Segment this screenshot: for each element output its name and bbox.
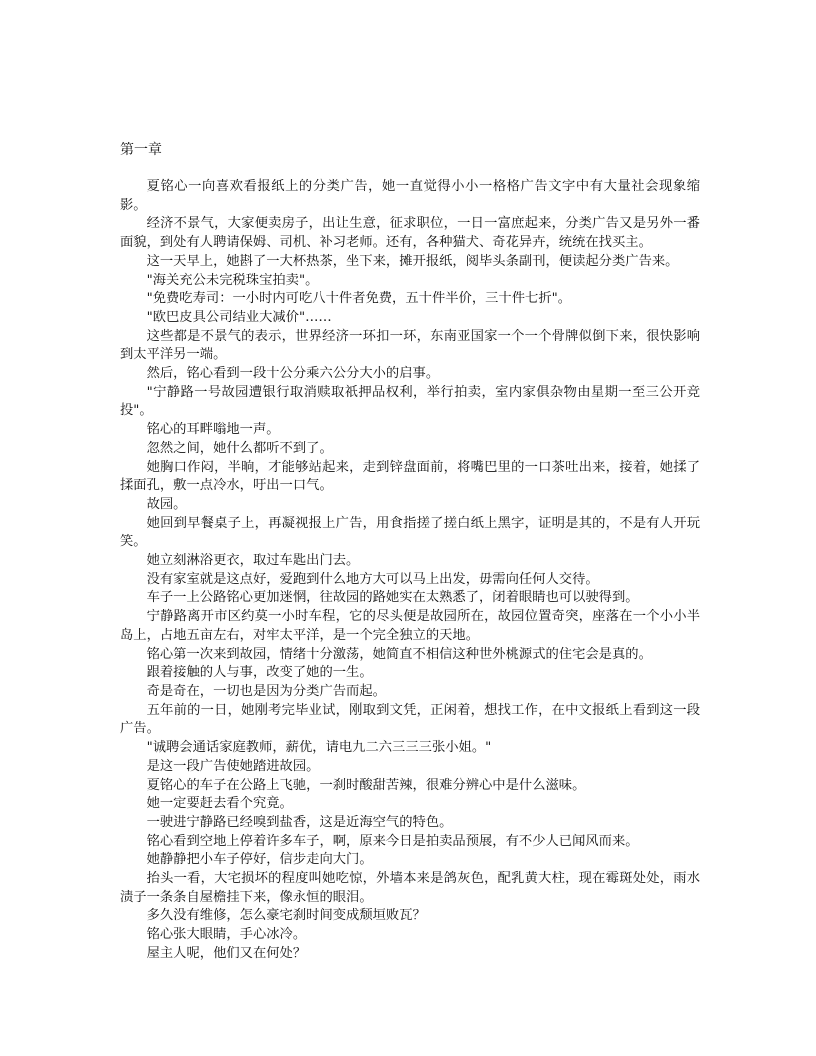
- paragraph: 经济不景气，大家便卖房子，出让生意，征求职位，一日一富庶起来，分类广告又是另外一番面貌，到处有人聘请保姆、司机、补习老师。还有，各种猫犬、奇花异卉，统统在找买主。: [120, 216, 700, 251]
- paragraph: 铭心第一次来到故园，情绪十分激荡，她简直不相信这种世外桃源式的住宅会是真的。: [146, 646, 652, 662]
- paragraph: 奇是奇在，一切也是因为分类广告而起。: [146, 683, 386, 699]
- paragraph: "宁静路一号故园遭银行取消赎取祇押品权利，举行拍卖，室内家俱杂物由星期一至三公开竞投"。: [120, 384, 700, 419]
- paragraph: 夏铭心的车子在公路上飞驰，一刹时酸甜苦辣，很难分辨心中是什么滋味。: [146, 777, 586, 793]
- paragraph: 她静静把小车子停好，信步走向大门。: [146, 852, 373, 868]
- paragraph: 跟着接触的人与事，改变了她的一生。: [146, 665, 373, 681]
- chapter-title: 第一章: [120, 142, 162, 158]
- paragraph: 她立刻淋浴更衣，取过车匙出门去。: [146, 553, 360, 569]
- paragraph: 铭心张大眼睛，手心冰冷。: [146, 927, 307, 943]
- paragraph: 她胸口作闷，半晌，才能够站起来，走到锌盘面前，将嘴巴里的一口茶吐出来，接着，她揉了揉面孔，敷一点冷水，吁出一口气。: [120, 459, 700, 494]
- document-page: [120, 140, 700, 964]
- paragraph: 宁静路离开市区约莫一小时车程，它的尽头便是故园所在，故园位置奇突，座落在一个小小半岛上，占地五亩左右，对牢太平洋，是一个完全独立的天地。: [120, 609, 700, 643]
- paragraph: 夏铭心一向喜欢看报纸上的分类广告，她一直觉得小小一格格广告文字中有大量社会现象缩影。: [120, 179, 700, 213]
- paragraph: 这些都是不景气的表示，世界经济一环扣一环，东南亚国家一个一个骨牌似倒下来，很快影响到太平洋另一端。: [120, 328, 700, 363]
- paragraph: 一驶进宁静路已经嗅到盐香，这是近海空气的特色。: [146, 814, 453, 830]
- paragraph: 车子一上公路铭心更加迷惘，往故园的路她实在太熟悉了，闭着眼睛也可以驶得到。: [146, 590, 639, 606]
- paragraph: 然后，铭心看到一段十公分乘六公分大小的启事。: [146, 366, 440, 382]
- paragraph: 没有家室就是这点好，爱跑到什么地方大可以马上出发，毋需向任何人交待。: [146, 571, 599, 587]
- paragraph: 五年前的一日，她刚考完毕业试，刚取到文凭，正闲着，想找工作，在中文报纸上看到这一段广告。: [120, 702, 700, 737]
- paragraph: "免费吃寿司：一小时内可吃八十件者免费，五十件半价，三十件七折"。: [146, 291, 572, 307]
- paragraph: "诚聘会通话家庭教师，薪优，请电九二六三三三张小姐。": [146, 740, 492, 756]
- paragraph: 多久没有维修，怎么豪宅刹时间变成颓垣败瓦？: [146, 908, 426, 924]
- chapter-body: [120, 178, 700, 964]
- paragraph: "欧巴皮具公司结业大减价"……: [146, 309, 332, 325]
- paragraph: 忽然之间，她什么都听不到了。: [146, 440, 333, 456]
- paragraph: 她一定要赶去看个究竟。: [146, 796, 293, 812]
- paragraph: 这一天早上，她斟了一大杯热茶，坐下来，摊开报纸，阅毕头条副刊，便读起分类广告来。: [146, 253, 679, 269]
- paragraph: 故园。: [146, 496, 187, 512]
- paragraph: 她回到早餐桌子上，再凝视报上广告，用食指搓了搓白纸上黑字，证明是其的，不是有人开玩笑。: [120, 515, 700, 550]
- paragraph: 铭心的耳畔嗡地一声。: [146, 422, 280, 438]
- paragraph: 是这一段广告使她踏进故园。: [146, 758, 320, 774]
- paragraph: 铭心看到空地上停着许多车子，啊，原来今日是拍卖品预展，有不少人已闻风而来。: [146, 833, 639, 849]
- paragraph: "海关充公未完税珠宝拍卖"。: [146, 272, 319, 288]
- paragraph: 抬头一看，大宅损坏的程度叫她吃惊，外墙本来是鸽灰色，配乳黄大柱，现在霉斑处处，雨水渍子一条条自屋檐挂下来，像永恒的眼泪。: [120, 871, 700, 905]
- paragraph: 屋主人呢，他们又在何处？: [146, 945, 307, 961]
